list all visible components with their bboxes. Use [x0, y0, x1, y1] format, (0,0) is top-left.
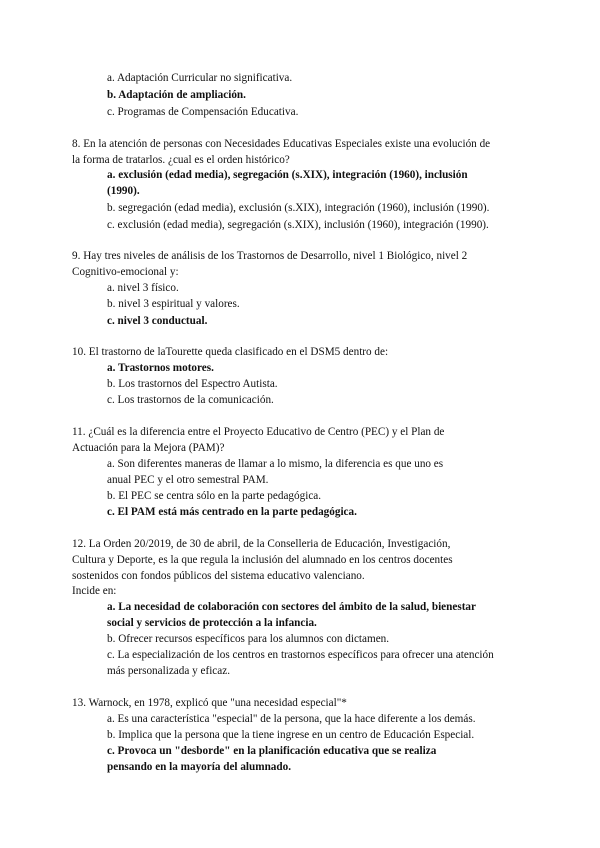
q11-question-line-1: 11. ¿Cuál es la diferencia entre el Proyecto Educativo de Centro (PEC) y el Plan de	[72, 426, 445, 438]
q10-option-a: a. Trastornos motores.	[107, 362, 214, 374]
q12-option-b: b. Ofrecer recursos específicos para los alumnos con dictamen.	[107, 633, 390, 645]
q12-option-c-line-1: c. La especialización de los centros en trastornos específicos para ofrecer una atención	[107, 649, 494, 661]
q9-option-c: c. nivel 3 conductual.	[107, 315, 208, 327]
q11-option-b: b. El PEC se centra sólo en la parte pedagógica.	[107, 490, 322, 502]
q9-question-line-2: Cognitivo-emocional y:	[72, 266, 179, 278]
q13-option-c-line-2: pensando en la mayoría del alumnado.	[107, 761, 292, 773]
q13-option-b: b. Implica que la persona que la tiene ingrese en un centro de Educación Especial.	[107, 729, 475, 741]
q10-question-line-1: 10. El trastorno de laTourette queda clasificado en el DSM5 dentro de:	[72, 346, 389, 358]
q12-option-c-line-2: más personalizada y eficaz.	[107, 665, 230, 677]
q7-option-a: a. Adaptación Curricular no significativa.	[107, 72, 293, 84]
q9-question-line-1: 9. Hay tres niveles de análisis de los Trastornos de Desarrollo, nivel 1 Biológico, nivel 2	[72, 250, 468, 262]
q8-option-c: c. exclusión (edad media), segregación (s.XIX), inclusión (1960), integración (1990).	[107, 219, 489, 231]
q9-option-b: b. nivel 3 espiritual y valores.	[107, 298, 240, 310]
q12-question-line-2: Cultura y Deporte, es la que regula la inclusión del alumnado en los centros docentes	[72, 554, 453, 566]
q9-option-a: a. nivel 3 físico.	[107, 282, 179, 294]
q8-option-a-line-1: a. exclusión (edad media), segregación (s.XIX), integración (1960), inclusión	[107, 169, 468, 181]
q11-option-c: c. El PAM está más centrado en la parte pedagógica.	[107, 506, 357, 518]
q12-question-line-1: 12. La Orden 20/2019, de 30 de abril, de la Conselleria de Educación, Investigación,	[72, 538, 451, 550]
q12-option-a-line-1: a. La necesidad de colaboración con sectores del ámbito de la salud, bienestar	[107, 601, 476, 613]
q8-option-a-line-2: (1990).	[107, 185, 140, 197]
q12-option-a-line-2: social y servicios de protección a la infancia.	[107, 617, 317, 629]
q8-option-b: b. segregación (edad media), exclusión (s.XIX), integración (1960), inclusión (1990).	[107, 202, 490, 214]
q7-option-b: b. Adaptación de ampliación.	[107, 89, 246, 101]
q13-question-line-1: 13. Warnock, en 1978, explicó que "una necesidad especial"*	[72, 697, 347, 709]
q12-question-line-4: Incide en:	[72, 585, 117, 597]
q13-option-a: a. Es una característica "especial" de la persona, que la hace diferente a los demás.	[107, 713, 476, 725]
q11-question-line-2: Actuación para la Mejora (PAM)?	[72, 442, 225, 454]
q10-option-b: b. Los trastornos del Espectro Autista.	[107, 378, 278, 390]
q13-option-c-line-1: c. Provoca un "desborde" en la planificación educativa que se realiza	[107, 745, 437, 757]
q8-question-line-2: la forma de tratarlos. ¿cual es el orden histórico?	[72, 154, 290, 166]
q8-question-line-1: 8. En la atención de personas con Necesidades Educativas Especiales existe una evolución de	[72, 138, 491, 150]
q11-option-a-line-2: anual PEC y el otro semestral PAM.	[107, 474, 269, 486]
q12-question-line-3: sostenidos con fondos públicos del sistema educativo valenciano.	[72, 570, 365, 582]
q7-option-c: c. Programas de Compensación Educativa.	[107, 106, 299, 118]
q10-option-c: c. Los trastornos de la comunicación.	[107, 394, 274, 406]
q11-option-a-line-1: a. Son diferentes maneras de llamar a lo mismo, la diferencia es que uno es	[107, 458, 444, 470]
